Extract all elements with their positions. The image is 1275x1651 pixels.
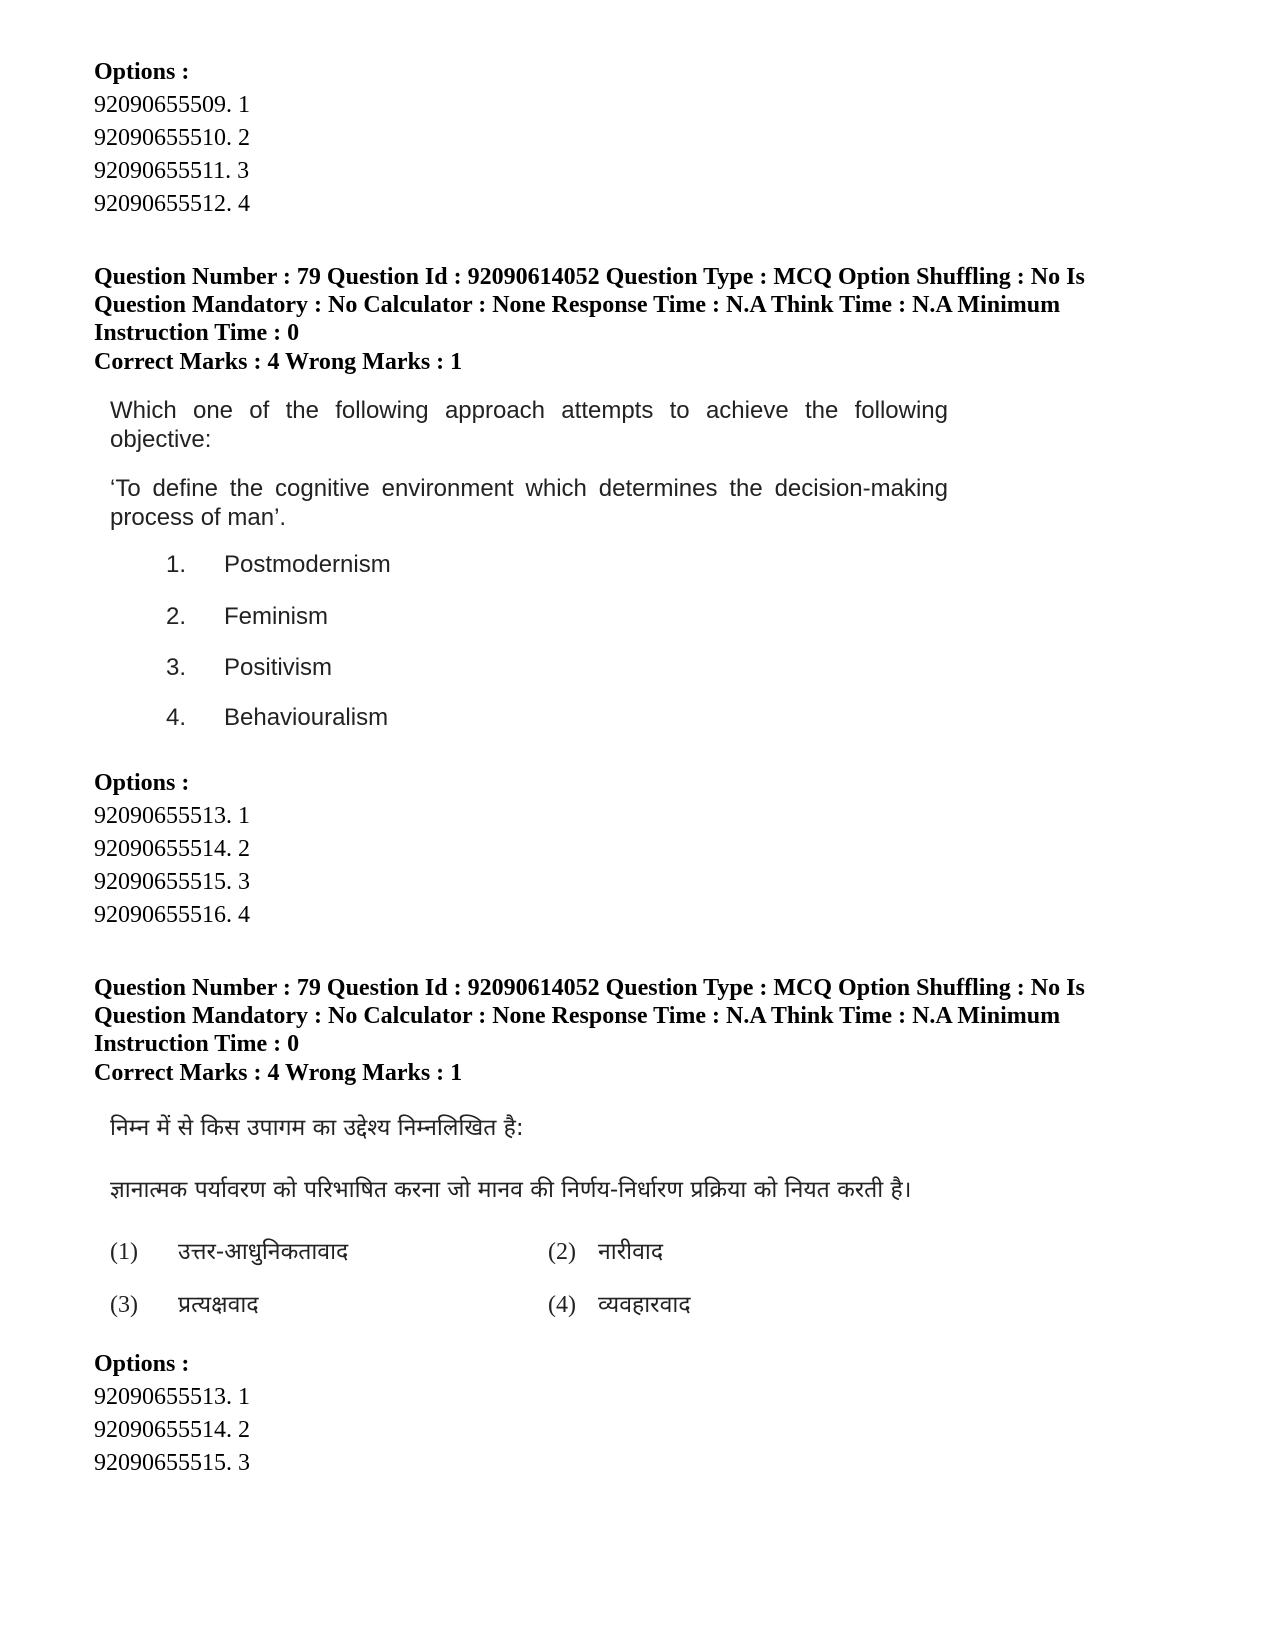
options-heading: Options : (94, 1351, 190, 1377)
option-item: 92090655514. 2 (94, 836, 250, 862)
option-item: 92090655512. 4 (94, 191, 250, 217)
answer-choice-number: (2) (548, 1239, 576, 1265)
option-item: 92090655511. 3 (94, 158, 250, 184)
question-marks: Correct Marks : 4 Wrong Marks : 1 (94, 1060, 463, 1086)
answer-choice-number: 4. (166, 704, 187, 731)
answer-choice-text: Positivism (224, 654, 333, 681)
answer-choice-number: 2. (166, 603, 187, 630)
answer-choice (166, 704, 388, 732)
question-meta-line: Instruction Time : 0 (94, 320, 300, 346)
answer-choice (110, 1234, 348, 1266)
answer-choice-number: (1) (110, 1239, 138, 1265)
question-marks: Correct Marks : 4 Wrong Marks : 1 (94, 349, 463, 375)
answer-choice-text: नारीवाद (598, 1239, 664, 1265)
answer-choice-text: व्यवहारवाद (598, 1292, 691, 1318)
answer-choice (548, 1287, 691, 1319)
question-meta-line: Question Mandatory : No Calculator : None Response Time : N.A Think Time : N.A Minimum (94, 292, 1061, 318)
answer-choice (110, 1287, 259, 1319)
question-quote: ज्ञानात्मक पर्यावरण को परिभाषित करना जो मानव की निर्णय-निर्धारण प्रक्रिया को नियत करती है। (110, 1177, 912, 1203)
question-meta-line: Instruction Time : 0 (94, 1031, 300, 1057)
option-item: 92090655515. 3 (94, 869, 250, 895)
answer-choice-text: Feminism (224, 603, 329, 630)
options-heading: Options : (94, 770, 190, 796)
question-meta-line: Question Number : 79 Question Id : 92090614052 Question Type : MCQ Option Shuffling : No Is (94, 975, 1085, 1001)
question-meta-line: Question Mandatory : No Calculator : None Response Time : N.A Think Time : N.A Minimum (94, 1003, 1061, 1029)
option-item: 92090655513. 1 (94, 803, 250, 829)
question-meta-line: Question Number : 79 Question Id : 92090614052 Question Type : MCQ Option Shuffling : No Is (94, 264, 1085, 290)
question-meta (94, 974, 1214, 1058)
question-quote: ‘To define the cognitive environment which determines the decision-making process of man’. (110, 475, 948, 531)
option-item: 92090655513. 1 (94, 1384, 250, 1410)
answer-choice-text: Behaviouralism (224, 704, 389, 731)
option-item: 92090655516. 4 (94, 902, 250, 928)
option-item: 92090655509. 1 (94, 92, 250, 118)
question-stem: Which one of the following approach attempts to achieve the following objective: (110, 397, 948, 453)
option-item: 92090655515. 3 (94, 1450, 250, 1476)
answer-choice-text: उत्तर-आधुनिकतावाद (178, 1239, 349, 1265)
answer-choice-number: 1. (166, 551, 187, 578)
answer-choice-number: (4) (548, 1292, 576, 1318)
question-meta (94, 263, 1214, 347)
answer-choice-text: प्रत्यक्षवाद (178, 1292, 259, 1318)
answer-choice-number: 3. (166, 654, 187, 681)
answer-choice (166, 551, 391, 579)
question-stem: निम्न में से किस उपागम का उद्देश्य निम्नलिखित है: (110, 1115, 524, 1141)
answer-choice (166, 654, 332, 682)
option-item: 92090655514. 2 (94, 1417, 250, 1443)
answer-choice-text: Postmodernism (224, 551, 391, 578)
answer-choice (548, 1234, 663, 1266)
answer-choice (166, 603, 328, 631)
option-item: 92090655510. 2 (94, 125, 250, 151)
answer-choice-number: (3) (110, 1292, 138, 1318)
options-heading: Options : (94, 59, 190, 85)
